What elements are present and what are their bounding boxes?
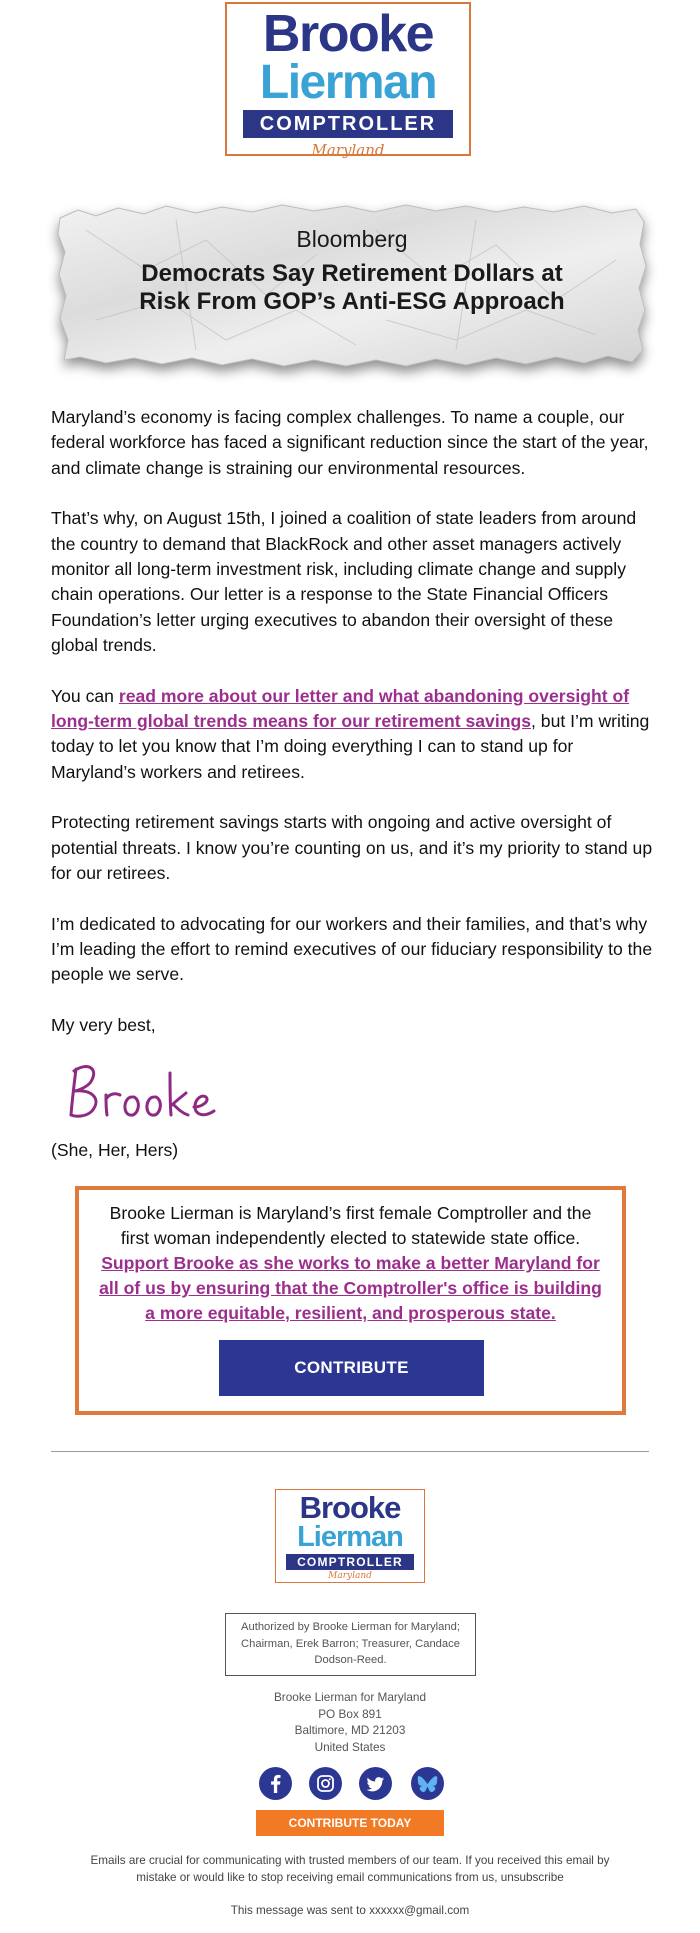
- email-body: [51, 405, 656, 1063]
- paragraph-4: Protecting retirement savings starts with ongoing and active oversight of potential threats. I know you’re counting on us, and it’s my priority to stand up for our retirees.: [51, 812, 653, 884]
- campaign-logo: [225, 2, 471, 159]
- news-source: Bloomberg: [296, 226, 408, 252]
- address-line: United States: [314, 1739, 386, 1754]
- paragraph-3-start: You can: [51, 685, 119, 706]
- brooke-signature: [62, 1055, 222, 1125]
- unsubscribe-link[interactable]: unsubscribe: [500, 1870, 564, 1884]
- address-line: PO Box 891: [318, 1706, 382, 1721]
- footer-logo: [275, 1489, 425, 1583]
- social-links: [259, 1767, 444, 1800]
- paragraph-3-end: , but I’m writing today to let you know that I’m doing everything I can to stand up for Maryland’s workers and retirees.: [51, 711, 650, 782]
- news-headline: [86, 260, 618, 316]
- address-line: Brooke Lierman for Maryland: [273, 1690, 427, 1704]
- closing: My very best,: [51, 1014, 156, 1035]
- logo-first-name: Brooke: [262, 5, 434, 63]
- paragraph-2: That’s why, on August 15th, I joined a coalition of state leaders from around the country to demand that BlackRock and other asset managers actively monitor all long-term investment risk, including climate change and supply chain operations. Our letter is a response to the State Financial Officers Foundation’s letter urging executives to abandon their oversight of these global trends.: [51, 508, 637, 656]
- footer-divider: [51, 1451, 649, 1452]
- sent-to-notice: [0, 1903, 700, 1919]
- fineprint-text: Emails are crucial for communicating with trusted members of our team. If you received this email by mistake or would like to stop receiving email communications from us,: [90, 1854, 610, 1884]
- logo-state: Maryland: [311, 141, 385, 159]
- facebook-icon[interactable]: [259, 1767, 292, 1800]
- logo-office-title: COMPTROLLER: [243, 110, 453, 138]
- footer-logo-state: Maryland: [328, 1571, 372, 1581]
- callout-content: [95, 1201, 606, 1326]
- email-fineprint: [70, 1853, 630, 1886]
- letter-link[interactable]: read more about our letter and what abandoning oversight of long-term global trends means for our retirement savings: [51, 685, 630, 732]
- footer-logo-first-name: Brooke: [299, 1490, 401, 1525]
- pronouns: (She, Her, Hers): [51, 1140, 179, 1160]
- address-line: Baltimore, MD 21203: [294, 1723, 406, 1737]
- contribute-today-button[interactable]: CONTRIBUTE TODAY: [256, 1810, 444, 1836]
- mailing-address: [0, 1689, 700, 1755]
- twitter-icon[interactable]: [359, 1767, 392, 1800]
- headline-line-2: Risk From GOP’s Anti-ESG Approach: [139, 288, 565, 315]
- headline-line-1: Democrats Say Retirement Dollars at: [141, 260, 563, 287]
- paragraph-3: [51, 684, 656, 786]
- logo-last-name: Lierman: [259, 56, 437, 109]
- bio-callout: [75, 1186, 626, 1415]
- bio-text: Brooke Lierman is Maryland’s first female Comptroller and the first woman independently elected to statewide state office.: [109, 1203, 592, 1248]
- footer-logo-office-title: COMPTROLLER: [286, 1554, 414, 1570]
- contribute-button[interactable]: CONTRIBUTE: [219, 1340, 484, 1396]
- recipient-email: xxxxxx@gmail.com: [369, 1904, 470, 1917]
- support-link[interactable]: Support Brooke as she works to make a better Maryland for all of us by ensuring that the Comptroller's office is building a more equitable, resilient, and prosperous state.: [99, 1253, 602, 1323]
- authorization-disclaimer: Authorized by Brooke Lierman for Maryland; Chairman, Erek Barron; Treasurer, Candace Dodson-Reed.: [225, 1613, 476, 1676]
- news-clipping: [56, 200, 648, 370]
- paragraph-5: I’m dedicated to advocating for our workers and their families, and that’s why I’m leading the effort to remind executives of our fiduciary responsibility to the people we serve.: [51, 913, 653, 985]
- paragraph-1: Maryland’s economy is facing complex challenges. To name a couple, our federal workforce has faced a significant reduction since the start of the year, and climate change is straining our environmental resources.: [51, 407, 649, 478]
- footer-logo-last-name: Lierman: [297, 1521, 403, 1553]
- sent-to-prefix: This message was sent to: [230, 1904, 370, 1917]
- instagram-icon[interactable]: [309, 1767, 342, 1800]
- bluesky-icon[interactable]: [411, 1767, 444, 1800]
